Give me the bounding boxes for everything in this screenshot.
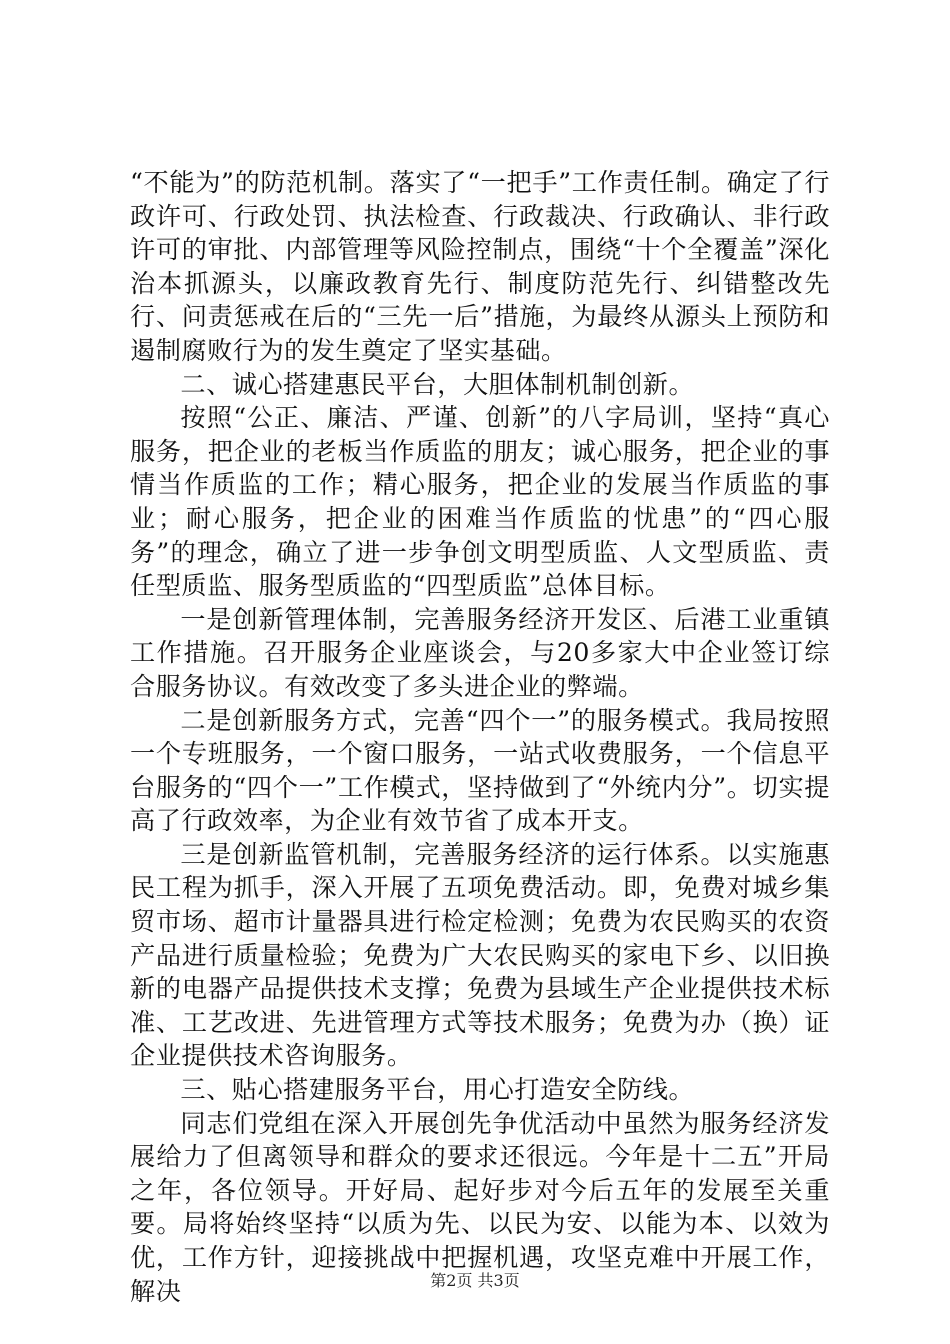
paragraph-closing: 同志们党组在深入开展创先争优活动中虽然为服务经济发展给力了但离领导和群众的要求还很远。今年是十二五”开局之年，各位领导。开好局、起好步对今后五年的发展至关重要。局将始终坚持“以质为先、以民为安、以能为本、以效为优，工作方针，迎接挑战中把握机遇，攻坚克难中开展工作，解决 (130, 1108, 830, 1306)
paragraph-item-1: 一是创新管理体制，完善服务经济开发区、后港工业重镇工作措施。召开服务企业座谈会，与20多家大中企业签订综合服务协议。有效改变了多头进企业的弊端。 (130, 604, 830, 701)
page-footer (0, 1271, 950, 1291)
paragraph-item-3: 三是创新监管机制，完善服务经济的运行体系。以实施惠民工程为抓手，深入开展了五项免费活动。即，免费对城乡集贸市场、超市计量器具进行检定检测；免费为农民购买的农资产品进行质量检验；免费为广大农民购买的家电下乡、以旧换新的电器产品提供技术支撑；免费为县域生产企业提供技术标准、工艺改进、先进管理方式等技术服务；免费为办（换）证企业提供技术咨询服务。 (130, 839, 830, 1071)
paragraph-motto: 按照“公正、廉洁、严谨、创新”的八字局训，坚持“真心服务，把企业的老板当作质监的朋友；诚心服务，把企业的事情当作质监的工作；精心服务，把企业的发展当作质监的事业；耐心服务，把企业的困难当作质监的忧患”的“四心服务”的理念，确立了进一步争创文明型质监、人文型质监、责任型质监、服务型质监的“四型质监”总体目标。 (130, 403, 830, 601)
paragraph-continuation: “不能为”的防范机制。落实了“一把手”工作责任制。确定了行政许可、行政处罚、执法检查、行政裁决、行政确认、非行政许可的审批、内部管理等风险控制点，围绕“十个全覆盖”深化治本抓源头，以廉政教育先行、制度防范先行、纠错整改先行、问责惩戒在后的“三先一后”措施，为最终从源头上预防和遏制腐败行为的发生奠定了坚实基础。 (130, 168, 830, 365)
document-body (130, 166, 830, 1308)
page-number-label: 第2页 共3页 (430, 1271, 520, 1290)
section-heading-2: 二、诚心搭建惠民平台，大胆体制机制创新。 (180, 369, 695, 399)
section-heading-3: 三、贴心搭建服务平台，用心打造安全防线。 (180, 1075, 695, 1105)
paragraph-item-2: 二是创新服务方式，完善“四个一”的服务模式。我局按照一个专班服务，一个窗口服务，一站式收费服务，一个信息平台服务的“四个一”工作模式，坚持做到了“外统内分”。切实提高了行政效率，为企业有效节省了成本开支。 (130, 705, 830, 836)
